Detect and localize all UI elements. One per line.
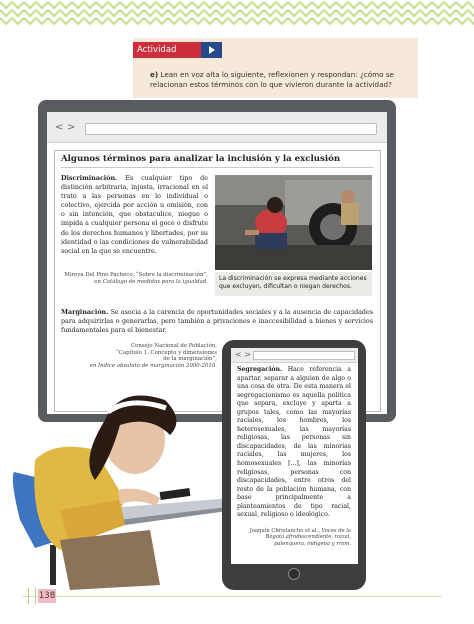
article-title: Algunos términos para analizar la inclusión y la exclusión — [61, 154, 341, 164]
activity-prompt — [150, 70, 412, 90]
citation-work: Voces de la Bogotá afrodescendiente, raizal, palenquera, indígena y rrom. — [265, 528, 351, 547]
segregation-term: Segregación. — [237, 366, 283, 373]
tablet-back-button[interactable]: < — [235, 350, 242, 359]
prompt-letter: e) — [150, 70, 159, 79]
student-illustration — [0, 380, 240, 590]
address-bar[interactable] — [85, 123, 377, 135]
activity-arrow-icon — [201, 42, 222, 58]
photo-caption: La discriminación se expresa mediante acciones que excluyen, dificultan o niegan derechos. — [215, 272, 372, 296]
tablet-home-button[interactable] — [288, 568, 300, 580]
prompt-text: Lean en voz alta lo siguiente, reflexionen y respondan: ¿cómo se relacionan estos términos con lo que vivieron durante la actividad? — [150, 70, 394, 89]
back-button[interactable]: < — [55, 122, 64, 133]
footer-rule — [22, 596, 442, 597]
forward-button[interactable]: > — [67, 122, 76, 133]
tablet-screen — [231, 348, 358, 564]
discrimination-citation — [61, 272, 208, 285]
browser-toolbar — [47, 112, 387, 143]
segregation-citation — [237, 528, 351, 547]
discrimination-paragraph — [61, 174, 208, 256]
segregation-paragraph — [237, 366, 351, 520]
tablet-address-bar[interactable] — [253, 351, 355, 360]
marginalization-term: Marginación. — [61, 309, 109, 316]
tablet-forward-button[interactable]: > — [244, 350, 251, 359]
discrimination-photo — [215, 175, 372, 270]
citation-line: Consejo Nacional de Población, — [130, 343, 217, 349]
header-zigzag-decoration — [0, 0, 474, 30]
citation-line: de la marginación”, — [163, 356, 217, 363]
photo-illustration — [215, 175, 372, 270]
tablet-toolbar — [231, 348, 358, 363]
tablet-back-forward[interactable] — [235, 350, 251, 359]
title-divider — [61, 167, 373, 168]
citation-line: “Capítulo 1. Concepto y dimensiones — [116, 349, 217, 356]
page-number: 138 — [38, 591, 56, 601]
marginalization-text: Se asocia a la carencia de oportunidades sociales y a la ausencia de capacidades para adquirirlas o generarlas, pero también a privaciones e inaccesibilidad a bienes y servicios fundamentales para el bienestar. — [61, 309, 373, 334]
citation-author: Joaquín Christancho et al., — [249, 528, 320, 534]
marginalization-paragraph — [61, 308, 373, 335]
marginalization-citation — [67, 343, 217, 369]
citation-author: Mireya Del Pino Pacheco, “Sobre la discriminación”, en — [64, 272, 208, 285]
segregation-text: Hace referencia a apartar, separar a alguien de algo o una cosa de otra. De esta manera el segregacionismo es aquella política que separa, excluye y aparta a grupos tales, como las mayorías raciales, los hombres, los heterosexuales, las mayorías religiosas, las personas sin discapacidades, de las minorías raciales, las mujeres, los homosexuales [...], las minorías religiosas, personas con discapacidades, entre otros del resto de la población humana, con base principalmente a planteamientos de tipo racial, sexual, religioso o ideológico. — [237, 366, 351, 519]
citation-work: Catálogo de medidas para la igualdad. — [102, 278, 208, 285]
footer-decoration — [28, 588, 36, 604]
discrimination-text: Es cualquier tipo de distinción arbitraria, injusta, irracional en el trato a las personas en lo individual o colectivo, ejercida por acción u omisión, con o sin intención, que obstaculice, niegue o impida a cualquier persona el goce o disfrute de los derechos humanos y libertades, por su identidad o las condiciones de vulnerabilidad social en la que se encuentre. — [61, 175, 208, 255]
discrimination-term: Discriminación. — [61, 175, 118, 182]
activity-label: Actividad — [133, 42, 201, 58]
citation-line: en Índice absoluto de marginación 2000-2010. — [89, 362, 217, 369]
